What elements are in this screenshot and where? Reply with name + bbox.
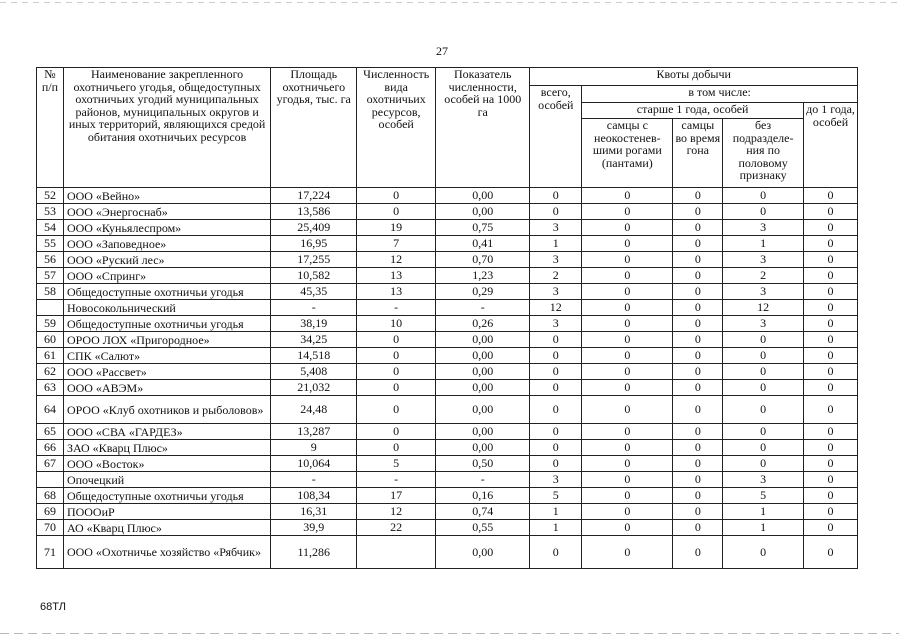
cell-density: - [436,472,530,488]
header-area: Площадь охотничьего угодья, тыс. га [271,68,357,188]
header-males: самцы с неокостенев-шими рогами (пантами) [582,119,673,188]
cell-males: 0 [582,252,673,268]
cell-nosex: 0 [723,348,804,364]
cell-nosex: 0 [723,204,804,220]
cell-density: 0,00 [436,332,530,348]
cell-males: 0 [582,520,673,536]
page-number: 27 [436,44,448,58]
cell-density: - [436,300,530,316]
cell-name: Общедоступные охотничьи угодья [63,316,270,332]
header-under1: до 1 года, особей [804,103,858,188]
cell-n: 60 [37,332,64,348]
cell-area: - [271,300,357,316]
cell-males: 0 [582,236,673,252]
cell-n: 70 [37,520,64,536]
cell-n: 57 [37,268,64,284]
cell-n: 69 [37,504,64,520]
cell-under1: 0 [804,488,858,504]
cell-area: 9 [271,440,357,456]
cell-total: 0 [530,364,582,380]
cell-count: 13 [357,268,436,284]
cell-under1: 0 [804,520,858,536]
cell-males: 0 [582,220,673,236]
cell-density: 0,00 [436,536,530,569]
cell-males: 0 [582,440,673,456]
header-name: Наименование закрепленного охотничьего угодья, общедоступных охотничьих угодий муниципальных районов, муниципальных округов и иных территорий, являющихся средой обитания охотничьих ресурсов [63,68,270,188]
cell-count: 0 [357,364,436,380]
header-density: Показатель численности, особей на 1000 га [436,68,530,188]
cell-n: 68 [37,488,64,504]
cell-nosex: 0 [723,456,804,472]
cell-area: 5,408 [271,364,357,380]
cell-total: 3 [530,220,582,236]
cell-n: 62 [37,364,64,380]
cell-males: 0 [582,204,673,220]
table-row [37,396,858,424]
scan-edge-bottom [0,633,899,634]
cell-rut: 0 [673,220,723,236]
cell-nosex: 1 [723,520,804,536]
cell-males: 0 [582,424,673,440]
cell-rut: 0 [673,520,723,536]
cell-density: 0,29 [436,284,530,300]
cell-rut: 0 [673,364,723,380]
cell-total: 0 [530,456,582,472]
header-num: № п/п [37,68,64,188]
cell-under1: 0 [804,284,858,300]
hunting-quota-table [36,67,858,569]
cell-name: ООО «АВЭМ» [63,380,270,396]
cell-area: 34,25 [271,332,357,348]
cell-under1: 0 [804,472,858,488]
cell-count: 0 [357,380,436,396]
cell-males: 0 [582,456,673,472]
table-row [37,488,858,504]
cell-under1: 0 [804,236,858,252]
cell-total: 12 [530,300,582,316]
cell-total: 0 [530,396,582,424]
cell-name: ПОООиР [63,504,270,520]
cell-count: 0 [357,188,436,204]
table-row [37,236,858,252]
cell-under1: 0 [804,316,858,332]
cell-name: Общедоступные охотничьи угодья [63,284,270,300]
cell-density: 1,23 [436,268,530,284]
cell-rut: 0 [673,488,723,504]
cell-rut: 0 [673,424,723,440]
table-row [37,504,858,520]
cell-name: ООО «Рассвет» [63,364,270,380]
cell-name: ООО «Охотничье хозяйство «Рябчик» [63,536,270,569]
cell-under1: 0 [804,364,858,380]
cell-n: 53 [37,204,64,220]
cell-rut: 0 [673,252,723,268]
cell-under1: 0 [804,188,858,204]
cell-count: 22 [357,520,436,536]
cell-rut: 0 [673,236,723,252]
cell-total: 3 [530,316,582,332]
cell-count: 0 [357,204,436,220]
cell-nosex: 3 [723,252,804,268]
cell-rut: 0 [673,332,723,348]
cell-nosex: 3 [723,284,804,300]
cell-count: 5 [357,456,436,472]
cell-count: 12 [357,504,436,520]
cell-rut: 0 [673,188,723,204]
header-rut: самцы во время гона [673,119,723,188]
cell-density: 0,70 [436,252,530,268]
cell-count: 13 [357,284,436,300]
cell-rut: 0 [673,380,723,396]
cell-under1: 0 [804,204,858,220]
cell-name: ОРОО ЛОХ «Пригородное» [63,332,270,348]
cell-nosex: 0 [723,536,804,569]
cell-density: 0,00 [436,440,530,456]
cell-name: ООО «Вейно» [63,188,270,204]
header-total: всего, особей [530,86,582,188]
cell-nosex: 0 [723,188,804,204]
cell-nosex: 12 [723,300,804,316]
cell-area: 10,582 [271,268,357,284]
cell-area: 108,34 [271,488,357,504]
cell-count [357,536,436,569]
cell-nosex: 1 [723,504,804,520]
cell-count: - [357,300,436,316]
cell-name: Общедоступные охотничьи угодья [63,488,270,504]
cell-n: 66 [37,440,64,456]
cell-under1: 0 [804,348,858,364]
cell-name: ООО «Куньялеспром» [63,220,270,236]
cell-density: 0,00 [436,380,530,396]
cell-males: 0 [582,472,673,488]
header-older: старше 1 года, особей [582,103,804,119]
scan-edge-top [0,2,899,3]
cell-area: 11,286 [271,536,357,569]
cell-rut: 0 [673,300,723,316]
cell-rut: 0 [673,204,723,220]
table-row [37,188,858,204]
cell-name: ЗАО «Кварц Плюс» [63,440,270,456]
cell-area: 10,064 [271,456,357,472]
table-row [37,300,858,316]
cell-density: 0,16 [436,488,530,504]
cell-n: 55 [37,236,64,252]
cell-name: АО «Кварц Плюс» [63,520,270,536]
cell-rut: 0 [673,348,723,364]
table-row [37,348,858,364]
cell-males: 0 [582,188,673,204]
cell-n: 71 [37,536,64,569]
cell-area: 17,224 [271,188,357,204]
cell-rut: 0 [673,472,723,488]
cell-nosex: 0 [723,424,804,440]
cell-name: ООО «Заповедное» [63,236,270,252]
cell-males: 0 [582,316,673,332]
cell-name: СПК «Салют» [63,348,270,364]
header-including: в том числе: [582,86,858,103]
cell-males: 0 [582,332,673,348]
cell-nosex: 0 [723,364,804,380]
cell-total: 2 [530,268,582,284]
cell-rut: 0 [673,284,723,300]
cell-area: 39,9 [271,520,357,536]
cell-n: 67 [37,456,64,472]
cell-area: 45,35 [271,284,357,300]
cell-density: 0,00 [436,396,530,424]
cell-total: 1 [530,504,582,520]
cell-males: 0 [582,348,673,364]
cell-n: 61 [37,348,64,364]
cell-count: - [357,472,436,488]
cell-total: 0 [530,536,582,569]
cell-rut: 0 [673,396,723,424]
cell-count: 10 [357,316,436,332]
footer-code: 68ТЛ [40,601,66,613]
cell-density: 0,00 [436,204,530,220]
cell-males: 0 [582,504,673,520]
cell-n: 56 [37,252,64,268]
cell-density: 0,00 [436,364,530,380]
cell-males: 0 [582,268,673,284]
cell-name: ООО «Восток» [63,456,270,472]
cell-total: 5 [530,488,582,504]
cell-count: 0 [357,396,436,424]
cell-nosex: 0 [723,380,804,396]
cell-total: 0 [530,380,582,396]
table-row [37,204,858,220]
cell-n: 58 [37,284,64,300]
cell-density: 0,75 [436,220,530,236]
cell-under1: 0 [804,536,858,569]
cell-area: 16,31 [271,504,357,520]
cell-rut: 0 [673,316,723,332]
cell-nosex: 2 [723,268,804,284]
cell-under1: 0 [804,300,858,316]
cell-rut: 0 [673,268,723,284]
cell-density: 0,41 [436,236,530,252]
cell-males: 0 [582,536,673,569]
cell-name: Новосокольнический [63,300,270,316]
table-row [37,332,858,348]
cell-count: 0 [357,424,436,440]
cell-area: 21,032 [271,380,357,396]
cell-under1: 0 [804,220,858,236]
cell-total: 1 [530,520,582,536]
cell-rut: 0 [673,536,723,569]
cell-total: 0 [530,204,582,220]
cell-density: 0,00 [436,188,530,204]
cell-area: 13,586 [271,204,357,220]
table-row [37,380,858,396]
cell-count: 19 [357,220,436,236]
cell-area: 38,19 [271,316,357,332]
cell-under1: 0 [804,332,858,348]
cell-males: 0 [582,396,673,424]
cell-under1: 0 [804,456,858,472]
cell-rut: 0 [673,456,723,472]
cell-males: 0 [582,488,673,504]
cell-males: 0 [582,300,673,316]
cell-area: 25,409 [271,220,357,236]
cell-count: 0 [357,332,436,348]
cell-under1: 0 [804,252,858,268]
cell-total: 0 [530,188,582,204]
cell-under1: 0 [804,268,858,284]
cell-nosex: 3 [723,316,804,332]
cell-count: 0 [357,440,436,456]
cell-area: 14,518 [271,348,357,364]
header-count: Численность вида охотничьих ресурсов, особей [357,68,436,188]
table-row [37,456,858,472]
cell-area: - [271,472,357,488]
cell-n: 54 [37,220,64,236]
cell-area: 16,95 [271,236,357,252]
cell-total: 3 [530,252,582,268]
table-body [37,188,858,569]
cell-n [37,472,64,488]
table-row [37,252,858,268]
cell-nosex: 0 [723,332,804,348]
header-nosex: без подразделе-ния по половому признаку [723,119,804,188]
header-quotas: Квоты добычи [530,68,858,86]
cell-density: 0,74 [436,504,530,520]
cell-under1: 0 [804,440,858,456]
table-row [37,316,858,332]
table-row [37,364,858,380]
cell-count: 7 [357,236,436,252]
cell-name: ООО «Энергоснаб» [63,204,270,220]
cell-count: 0 [357,348,436,364]
cell-n: 52 [37,188,64,204]
cell-count: 17 [357,488,436,504]
cell-total: 0 [530,440,582,456]
cell-total: 0 [530,332,582,348]
table-row [37,440,858,456]
cell-area: 24,48 [271,396,357,424]
cell-name: ООО «Руский лес» [63,252,270,268]
table-row [37,520,858,536]
cell-n: 63 [37,380,64,396]
cell-area: 13,287 [271,424,357,440]
cell-total: 1 [530,236,582,252]
cell-males: 0 [582,284,673,300]
cell-rut: 0 [673,504,723,520]
cell-density: 0,00 [436,348,530,364]
table-row [37,472,858,488]
cell-total: 0 [530,424,582,440]
cell-density: 0,55 [436,520,530,536]
cell-name: Опочецкий [63,472,270,488]
cell-n: 65 [37,424,64,440]
table-row [37,268,858,284]
cell-under1: 0 [804,380,858,396]
table-header [37,68,858,188]
cell-total: 3 [530,472,582,488]
cell-name: ООО «Спринг» [63,268,270,284]
cell-nosex: 3 [723,220,804,236]
cell-nosex: 3 [723,472,804,488]
table-row [37,424,858,440]
cell-nosex: 0 [723,396,804,424]
cell-n: 64 [37,396,64,424]
cell-density: 0,00 [436,424,530,440]
cell-rut: 0 [673,440,723,456]
cell-count: 12 [357,252,436,268]
cell-total: 0 [530,348,582,364]
cell-density: 0,50 [436,456,530,472]
cell-under1: 0 [804,504,858,520]
cell-nosex: 0 [723,440,804,456]
cell-males: 0 [582,380,673,396]
cell-n: 59 [37,316,64,332]
table-row [37,536,858,569]
cell-nosex: 5 [723,488,804,504]
cell-n [37,300,64,316]
cell-males: 0 [582,364,673,380]
cell-density: 0,26 [436,316,530,332]
cell-total: 3 [530,284,582,300]
table-row [37,284,858,300]
table-row [37,220,858,236]
cell-name: ООО «СВА «ГАРДЕЗ» [63,424,270,440]
cell-area: 17,255 [271,252,357,268]
cell-nosex: 1 [723,236,804,252]
cell-under1: 0 [804,396,858,424]
cell-under1: 0 [804,424,858,440]
cell-name: ОРОО «Клуб охотников и рыболовов» [63,396,270,424]
